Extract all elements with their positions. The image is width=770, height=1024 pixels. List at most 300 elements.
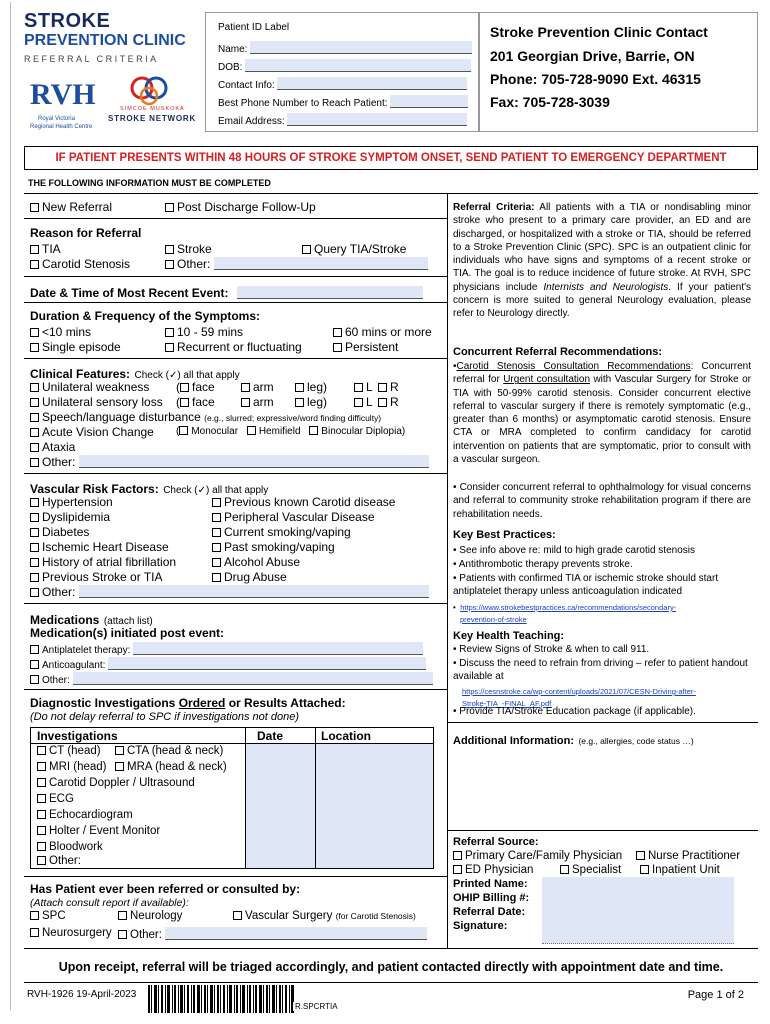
diagnostic-title-c: or Results Attached: (225, 696, 346, 710)
afib-checkbox[interactable] (30, 558, 39, 567)
source-title: Referral Source: (453, 836, 539, 848)
vasc-left-5 (30, 570, 163, 584)
binocular-label: Binocular Diplopia) (321, 426, 406, 437)
reason-other-label: Other: (177, 257, 211, 271)
vasc-surgery-checkbox[interactable] (233, 911, 242, 920)
clinical-vision-row (30, 425, 154, 439)
referral-date-label: Referral Date: (453, 906, 526, 918)
weakness-arm-label: arm (253, 380, 274, 394)
dob-field[interactable] (245, 59, 471, 72)
vasc-left-2 (30, 525, 89, 539)
sensory-arm-checkbox[interactable] (241, 398, 250, 407)
past-smoking-checkbox[interactable] (212, 543, 221, 552)
hypertension-label: Hypertension (42, 495, 113, 509)
contact-row (218, 77, 467, 91)
sep-8 (24, 876, 447, 877)
weakness-leg-checkbox[interactable] (295, 383, 304, 392)
inv-other-label: Other: (49, 855, 81, 867)
concurrent-title: Concurrent Referral Recommendations: (453, 346, 663, 358)
weakness-l-checkbox[interactable] (354, 383, 363, 392)
anticoag-row (30, 657, 426, 671)
source-ed (453, 864, 533, 876)
drug-checkbox[interactable] (212, 573, 221, 582)
sensory-r-checkbox[interactable] (378, 398, 387, 407)
mri-checkbox[interactable] (37, 762, 46, 771)
location-fill[interactable] (316, 744, 433, 868)
sensory-leg-checkbox[interactable] (295, 398, 304, 407)
weakness-l-label: L (366, 380, 373, 394)
concurrent-bullet-2 (453, 481, 751, 521)
network-text: STROKE NETWORK (108, 114, 197, 123)
vision-checkbox[interactable] (30, 428, 39, 437)
antiplatelet-label: Antiplatelet therapy: (42, 645, 131, 656)
sensory-face-checkbox[interactable] (180, 398, 189, 407)
teaching-b1-text: Review Signs of Stroke & when to call 911. (459, 644, 650, 655)
clinical-weakness-row (30, 380, 149, 394)
vascular-check-note: Check (✓) all that apply (163, 485, 269, 496)
duration-title: Duration & Frequency of the Symptoms: (30, 309, 261, 323)
med-other-row (30, 672, 433, 686)
new-referral-checkbox[interactable] (30, 203, 39, 212)
vasc-other-field[interactable] (79, 585, 429, 598)
cta-row (115, 745, 223, 757)
afib-label: History of atrial fibrillation (42, 555, 177, 569)
sensory-l-checkbox[interactable] (354, 398, 363, 407)
email-label: Email Address: (218, 116, 285, 127)
weakness-arm (241, 380, 274, 394)
vision-label: Acute Vision Change (42, 425, 154, 439)
weakness-arm-checkbox[interactable] (241, 383, 250, 392)
mri-row (37, 761, 107, 773)
sensory-l (354, 395, 373, 409)
neurology-label: Neurology (130, 910, 183, 922)
contact-field[interactable] (277, 77, 467, 90)
tia-label: TIA (42, 242, 61, 256)
binocular-checkbox[interactable] (309, 426, 318, 435)
speech-checkbox[interactable] (30, 413, 39, 422)
new-referral-label: New Referral (42, 200, 113, 214)
concurrent-b1-heading: Carotid Stenosis Consultation Recommendations (456, 361, 691, 372)
name-field[interactable] (250, 41, 472, 54)
network-heart-icon (128, 76, 172, 106)
post-discharge-label: Post Discharge Follow-Up (177, 200, 316, 214)
teaching-title: Key Health Teaching: (453, 630, 565, 642)
weakness-r-label: R (390, 380, 399, 394)
reason-carotid-row (30, 257, 130, 271)
prev-stroke-checkbox[interactable] (30, 573, 39, 582)
clinical-other-checkbox[interactable] (30, 458, 39, 467)
hypertension-checkbox[interactable] (30, 498, 39, 507)
ct-checkbox[interactable] (37, 746, 46, 755)
concurrent-b2: Consider concurrent referral to ophthalmology for visual concerns and referral to community stroke rehabilitation program if there are rehabilitation needs. (453, 482, 751, 520)
dyslipidemia-label: Dyslipidemia (42, 510, 111, 524)
reason-stroke-row (165, 242, 212, 256)
col-investigations: Investigations (37, 729, 118, 743)
sep-r1 (447, 722, 758, 723)
stroke-network-logo (106, 76, 196, 132)
mri-label: MRI (head) (49, 761, 107, 773)
ct-row (37, 745, 101, 757)
weakness-leg (295, 380, 327, 394)
warning-text: IF PATIENT PRESENTS WITHIN 48 HOURS OF STROKE SYMPTOM ONSET, SEND PATIENT TO EMERGENCY DEPARTMENT (55, 152, 727, 164)
ataxia-checkbox[interactable] (30, 443, 39, 452)
sensory-paren: ( (176, 395, 180, 409)
best-b1 (453, 544, 751, 557)
best-dot-4: • (453, 603, 456, 612)
best-b2-text: Antithrombotic therapy prevents stroke. (458, 559, 633, 570)
source-spec (560, 864, 621, 876)
cta-label: CTA (head & neck) (127, 745, 224, 757)
pvd-label: Peripheral Vascular Disease (224, 510, 375, 524)
echo-checkbox[interactable] (37, 810, 46, 819)
rvh-logo-sub2: Regional Health Centre (30, 124, 93, 130)
vasc-left-3 (30, 540, 169, 554)
referral-date-field[interactable] (542, 905, 734, 920)
teaching-dot-2: • (453, 658, 457, 669)
carotid-disease-label: Previous known Carotid disease (224, 495, 396, 509)
teaching-link-2[interactable]: Stroke-TIA_-FINAL_AF.pdf (462, 699, 552, 708)
best-b1-text: See info above re: mild to high grade carotid stenosis (459, 545, 695, 556)
email-field[interactable] (287, 113, 467, 126)
weakness-r-checkbox[interactable] (378, 383, 387, 392)
np-label: Nurse Practitioner (648, 850, 741, 862)
best-phone-field[interactable] (390, 95, 468, 108)
sep-4 (24, 358, 447, 359)
pvd-checkbox[interactable] (212, 513, 221, 522)
antiplatelet-row (30, 642, 423, 656)
inv-other-row (37, 855, 81, 867)
sep-1 (24, 218, 447, 219)
concurrent-b1-b: with Vascular Surgery for Stroke or TIA with 50-99% carotid stenosis. Consider concurrent elective referral to vascular surgery if there is remotely symptomatic (e.g., greater than 6 months) or asymptomatic carotid stenosis. Ensure CTA or MRA completed to confirm candidacy for carotid intervention on patients that are symptomatic, prior to consult with a vascular surgeon. (453, 374, 751, 466)
dur-60plus-label: 60 mins or more (345, 325, 432, 339)
weakness-sides (176, 380, 215, 394)
post-discharge-checkbox[interactable] (165, 203, 174, 212)
dur-persistent-checkbox[interactable] (333, 343, 342, 352)
reason-query-row (302, 242, 406, 256)
consult-neurosurg (30, 927, 112, 939)
dur-a-row (30, 325, 91, 339)
bloodwork-label: Bloodwork (49, 841, 103, 853)
np-checkbox[interactable] (636, 851, 645, 860)
main-bottom-line (24, 948, 758, 949)
reason-other-field[interactable] (214, 257, 428, 270)
concurrent-bullet-1 (453, 360, 751, 466)
query-tia-label: Query TIA/Stroke (314, 242, 407, 256)
dur-persistent-label: Persistent (345, 340, 399, 354)
doppler-label: Carotid Doppler / Ultrasound (49, 777, 195, 789)
echo-row (37, 809, 133, 821)
clinical-other-field[interactable] (79, 455, 429, 468)
teaching-dot-1: • (453, 644, 457, 655)
dob-row (218, 59, 471, 73)
drug-label: Drug Abuse (224, 570, 287, 584)
barcode (148, 985, 338, 1013)
main-center-line (447, 193, 448, 948)
mra-checkbox[interactable] (115, 762, 124, 771)
best-b2 (453, 558, 751, 571)
clinic-contact-title: Stroke Prevention Clinic Contact (490, 24, 708, 40)
antiplatelet-checkbox[interactable] (30, 645, 39, 654)
clinic-contact-box (479, 12, 758, 132)
dur-d-row (30, 340, 121, 354)
weakness-leg-label: leg) (307, 380, 328, 394)
name-row (218, 41, 472, 55)
stroke-label: Stroke (177, 242, 212, 256)
printed-name-field[interactable] (542, 877, 734, 892)
criteria-text2: . If your patient's concern is more suited to general Neurology evaluation, please refer to Neurology directly. (453, 281, 752, 320)
vision-paren: ( (176, 426, 180, 437)
clinical-check-note: Check (✓) all that apply (134, 370, 240, 381)
sensory-arm (241, 395, 274, 409)
logo-block (24, 10, 197, 130)
pcp-checkbox[interactable] (453, 851, 462, 860)
weakness-l (354, 380, 373, 394)
consult-vasc (233, 910, 416, 922)
footer-notice: Upon receipt, referral will be triaged accordingly, and patient contacted directly with appointment date and time. (58, 960, 724, 974)
clinic-phone: Phone: 705-728-9090 Ext. 46315 (490, 71, 701, 87)
prev-stroke-label: Previous Stroke or TIA (42, 570, 163, 584)
best-link-2[interactable]: prevention-of-stroke (460, 615, 527, 624)
post-discharge-row (165, 200, 316, 214)
dyslipidemia-checkbox[interactable] (30, 513, 39, 522)
ct-label: CT (head) (49, 745, 101, 757)
dur-recurrent-label: Recurrent or fluctuating (177, 340, 302, 354)
sensory-label: Unilateral sensory loss (42, 395, 163, 409)
weakness-paren: ( (176, 380, 180, 394)
dur-single-checkbox[interactable] (30, 343, 39, 352)
vasc-surgery-label: Vascular Surgery (245, 910, 333, 922)
holter-label: Holter / Event Monitor (49, 825, 161, 837)
diagnostic-title-b: Ordered (178, 696, 226, 710)
event-field[interactable] (237, 286, 423, 299)
dur-recurrent-checkbox[interactable] (165, 343, 174, 352)
criteria-title: Referral Criteria: (453, 202, 535, 213)
vasc-right-0 (212, 495, 395, 509)
diabetes-label: Diabetes (42, 525, 90, 539)
anticoag-label: Anticoagulant: (42, 660, 106, 671)
vasc-right-1 (212, 510, 375, 524)
additional-field[interactable] (452, 746, 752, 826)
rvh-logo-text: RVH (30, 78, 96, 111)
vasc-surgery-note: (for Carotid Stenosis) (335, 911, 416, 921)
ed-checkbox[interactable] (453, 865, 462, 874)
best-b3-text: Patients with confirmed TIA or ischemic stroke should start antiplatelet therapy unless anticoagulation indicated (453, 573, 719, 598)
consult-spc (30, 910, 66, 922)
event-label: Date & Time of Most Recent Event: (30, 286, 229, 300)
bloodwork-checkbox[interactable] (37, 842, 46, 851)
cta-checkbox[interactable] (115, 746, 124, 755)
warning-box (24, 146, 758, 170)
printed-name-label: Printed Name: (453, 878, 528, 890)
speech-label: Speech/language disturbance (42, 410, 201, 424)
dur-60plus-checkbox[interactable] (333, 328, 342, 337)
hemifield-label: Hemifield (258, 426, 301, 437)
sensory-r (378, 395, 399, 409)
reason-other-checkbox[interactable] (165, 260, 174, 269)
doppler-row (37, 777, 195, 789)
ecg-row (37, 793, 74, 805)
clinical-ataxia-row (30, 440, 75, 454)
carotid-label: Carotid Stenosis (42, 257, 131, 271)
main-top-line (24, 193, 758, 194)
neurosurgery-label: Neurosurgery (42, 927, 112, 939)
network-top-text: SIMCOE MUSKOKA (120, 106, 185, 112)
mra-row (115, 761, 227, 773)
weakness-label: Unilateral weakness (42, 380, 150, 394)
best-title: Key Best Practices: (453, 529, 556, 541)
dur-c-row (333, 325, 432, 339)
stroke-checkbox[interactable] (165, 245, 174, 254)
monocular-checkbox[interactable] (179, 426, 188, 435)
weakness-face-label: face (192, 380, 215, 394)
bullet-dot-2: • (453, 482, 457, 493)
clinical-other-label: Other: (42, 455, 76, 469)
event-row (30, 284, 423, 302)
name-label: Name: (218, 44, 248, 55)
reason-other-row (165, 257, 428, 271)
teaching-b3 (453, 705, 751, 718)
sensory-l-label: L (366, 395, 373, 409)
alcohol-checkbox[interactable] (212, 558, 221, 567)
logo-subtitle: REFERRAL CRITERIA (24, 54, 159, 64)
criteria-block (453, 201, 751, 321)
teaching-b3-text: Provide TIA/Stroke Education package (if applicable). (459, 706, 696, 717)
consult-other-field[interactable] (165, 927, 427, 940)
consult-neuro (118, 910, 182, 922)
holter-checkbox[interactable] (37, 826, 46, 835)
carotid-checkbox[interactable] (30, 260, 39, 269)
dur-10to59-checkbox[interactable] (165, 328, 174, 337)
current-smoking-checkbox[interactable] (212, 528, 221, 537)
spc-checkbox[interactable] (30, 911, 39, 920)
specialist-label: Specialist (572, 864, 622, 876)
anticoag-checkbox[interactable] (30, 660, 39, 669)
best-dot-3: • (453, 573, 457, 584)
diagnostic-title-a: Diagnostic Investigations (30, 696, 179, 710)
doppler-checkbox[interactable] (37, 778, 46, 787)
vascular-title: Vascular Risk Factors: (30, 482, 159, 496)
signature-label: Signature: (453, 920, 508, 932)
concurrent-b1-a: : Concurrent referral for (453, 361, 751, 386)
med-other-field[interactable] (73, 672, 433, 685)
vasc-right-2 (212, 525, 351, 539)
diagnostic-title (30, 696, 346, 710)
med-other-checkbox[interactable] (30, 675, 39, 684)
criteria-text1: All patients with a TIA or nondisabling minor stroke who present to a primary care provider, an ED and are discharged, or hospitalized with a stroke or TIA, should be referred to a Stroke Prevention Clinic (SPC). SPC is an outpatient clinic for individuals who have signs and symptoms of a recent stroke or TIA. The goal is to reduce incidence of future stroke. At RVH, SPC physicians include (453, 202, 752, 293)
dur-single-label: Single episode (42, 340, 121, 354)
vasc-other-checkbox[interactable] (30, 588, 39, 597)
ihd-checkbox[interactable] (30, 543, 39, 552)
neurosurgery-checkbox[interactable] (30, 928, 39, 937)
carotid-disease-checkbox[interactable] (212, 498, 221, 507)
hemifield-checkbox[interactable] (247, 426, 256, 435)
inpatient-label: Inpatient Unit (652, 864, 720, 876)
diabetes-checkbox[interactable] (30, 528, 39, 537)
concurrent-b1-urgent: Urgent consultation (503, 374, 591, 386)
consult-other-checkbox[interactable] (118, 930, 127, 939)
diagnostic-note: (Do not delay referral to SPC if investigations not done) (30, 711, 300, 723)
ed-label: ED Physician (465, 864, 534, 876)
sensory-checkbox[interactable] (30, 398, 39, 407)
clinical-sensory-row (30, 395, 163, 409)
consult-title: Has Patient ever been referred or consulted by: (30, 882, 301, 896)
teaching-b2-text: Discuss the need to refrain from driving – refer to patient handout available at (453, 658, 748, 683)
sensory-leg-label: leg) (307, 395, 328, 409)
dur-10to59-label: 10 - 59 mins (177, 325, 244, 339)
antiplatelet-field[interactable] (133, 642, 423, 655)
best-link[interactable] (453, 601, 751, 625)
medications-title: Medications (30, 613, 100, 627)
medications-title2: Medication(s) initiated post event: (30, 626, 225, 640)
source-inp (640, 864, 720, 876)
dur-b-row (165, 325, 243, 339)
ecg-checkbox[interactable] (37, 794, 46, 803)
reason-title: Reason for Referral (30, 226, 142, 240)
best-link-1[interactable]: https://www.strokebestpractices.ca/recommendations/secondary- (460, 603, 677, 612)
page-number: Page 1 of 2 (687, 989, 744, 1001)
logo-title-clinic: PREVENTION CLINIC (24, 32, 186, 49)
teaching-b1 (453, 643, 751, 656)
alcohol-label: Alcohol Abuse (224, 555, 301, 569)
consult-other (118, 927, 427, 941)
referral-type-row (30, 200, 112, 214)
query-tia-checkbox[interactable] (302, 245, 311, 254)
clinic-address: 201 Georgian Drive, Barrie, ON (490, 48, 695, 64)
sensory-face-label: face (192, 395, 215, 409)
page-left-border (10, 2, 11, 1010)
source-pcp (453, 850, 622, 862)
source-np (636, 850, 740, 862)
sep-2 (24, 276, 447, 277)
tia-checkbox[interactable] (30, 245, 39, 254)
consult-note: (Attach consult report if available): (30, 897, 189, 909)
col-date: Date (257, 729, 284, 743)
signature-field[interactable] (542, 919, 734, 944)
patient-label-title: Patient ID Label (218, 22, 290, 33)
specialist-checkbox[interactable] (560, 865, 569, 874)
sensory-arm-label: arm (253, 395, 274, 409)
patient-label-box (205, 12, 479, 132)
clinical-speech-row (30, 410, 381, 424)
weakness-checkbox[interactable] (30, 383, 39, 392)
vasc-left-1 (30, 510, 110, 524)
best-phone-row (218, 95, 468, 109)
speech-note: (e.g., slurred; expressive/word finding difficulty) (204, 413, 382, 423)
teaching-link-1[interactable]: https://cesnstroke.ca/wp-content/uploads/2021/07/CESN-Driving-after- (462, 687, 696, 696)
sep-6 (24, 603, 447, 604)
dur-under10-checkbox[interactable] (30, 328, 39, 337)
inv-other-checkbox[interactable] (37, 856, 46, 865)
best-dot-2: • (453, 559, 457, 570)
vasc-left-4 (30, 555, 176, 569)
anticoag-field[interactable] (108, 657, 426, 670)
inpatient-checkbox[interactable] (640, 865, 649, 874)
monocular-label: Monocular (191, 426, 239, 437)
additional-title: Additional Information: (453, 735, 574, 747)
weakness-face-checkbox[interactable] (180, 383, 189, 392)
teaching-b2 (453, 657, 751, 684)
investigations-table (30, 727, 434, 869)
ihd-label: Ischemic Heart Disease (42, 540, 169, 554)
best-phone-label: Best Phone Number to Reach Patient: (218, 98, 388, 109)
dur-e-row (165, 340, 302, 354)
clinical-other-row (30, 455, 429, 469)
neurology-checkbox[interactable] (118, 911, 127, 920)
date-fill[interactable] (246, 744, 315, 868)
ohip-field[interactable] (542, 891, 734, 906)
dur-under10-label: <10 mins (42, 325, 92, 339)
vasc-other-row (30, 585, 429, 599)
